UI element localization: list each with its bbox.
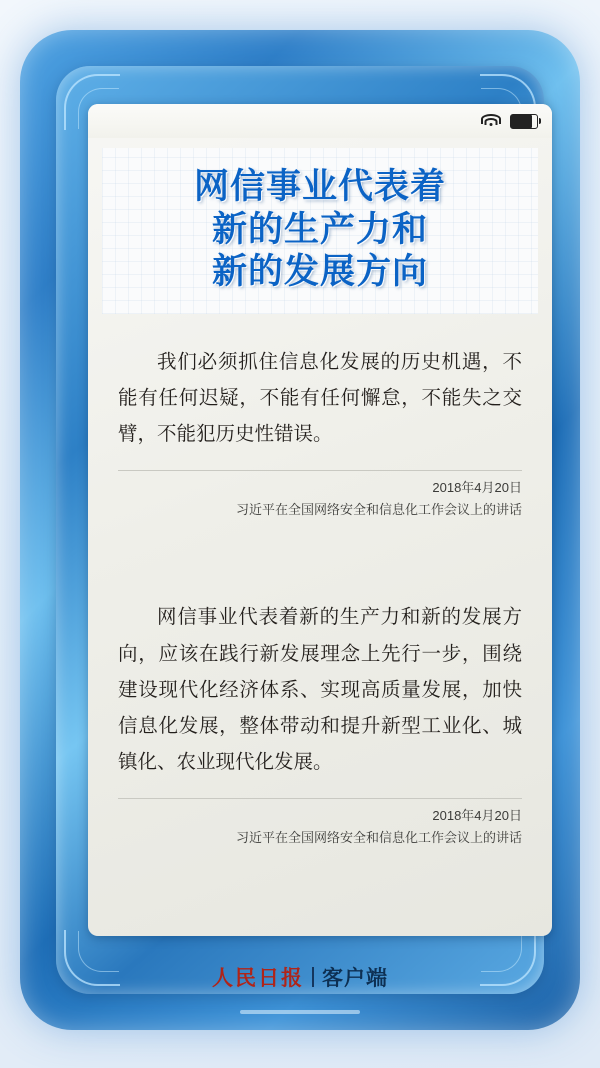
quote-divider — [118, 470, 522, 471]
quote-list — [88, 314, 552, 849]
status-bar — [88, 104, 552, 138]
quote-meta — [118, 805, 522, 849]
device-screen — [88, 104, 552, 936]
title-line-1: 网信事业代表着 — [193, 167, 446, 207]
home-indicator — [240, 1010, 360, 1014]
quote-meta — [118, 477, 522, 521]
product-name: 客户端 — [322, 966, 388, 990]
quote-source: 习近平在全国网络安全和信息化工作会议上的讲话 — [235, 502, 522, 518]
publisher-logo: 人民日报 — [212, 965, 304, 990]
title-line-2: 新的生产力和 — [211, 209, 428, 250]
quote-spacer — [118, 521, 522, 569]
brand-footer — [20, 962, 580, 992]
quote-source: 习近平在全国网络安全和信息化工作会议上的讲话 — [235, 829, 522, 845]
quote-block-1 — [118, 314, 522, 521]
quote-block-2 — [118, 569, 522, 849]
title-line-3: 新的发展方向 — [211, 252, 428, 293]
quote-date: 2018年4月20日 — [432, 480, 522, 496]
device-frame-outer — [20, 30, 580, 1030]
battery-icon — [510, 114, 538, 129]
brand-divider — [312, 967, 314, 987]
title-card — [102, 148, 538, 314]
quote-text: 网信事业代表着新的生产力和新的发展方向，应该在践行新发展理念上先行一步，围绕建设现代化经济体系、实现高质量发展，加快信息化发展，整体带动和提升新型工业化、城镇化、农业现代化发展。 — [118, 605, 522, 773]
page-title — [112, 166, 528, 294]
quote-date: 2018年4月20日 — [432, 807, 522, 823]
quote-text: 我们必须抓住信息化发展的历史机遇，不能有任何迟疑，不能有任何懈怠，不能失之交臂，不能犯历史性错误。 — [118, 350, 522, 446]
wifi-icon — [482, 114, 500, 128]
quote-divider — [118, 798, 522, 799]
